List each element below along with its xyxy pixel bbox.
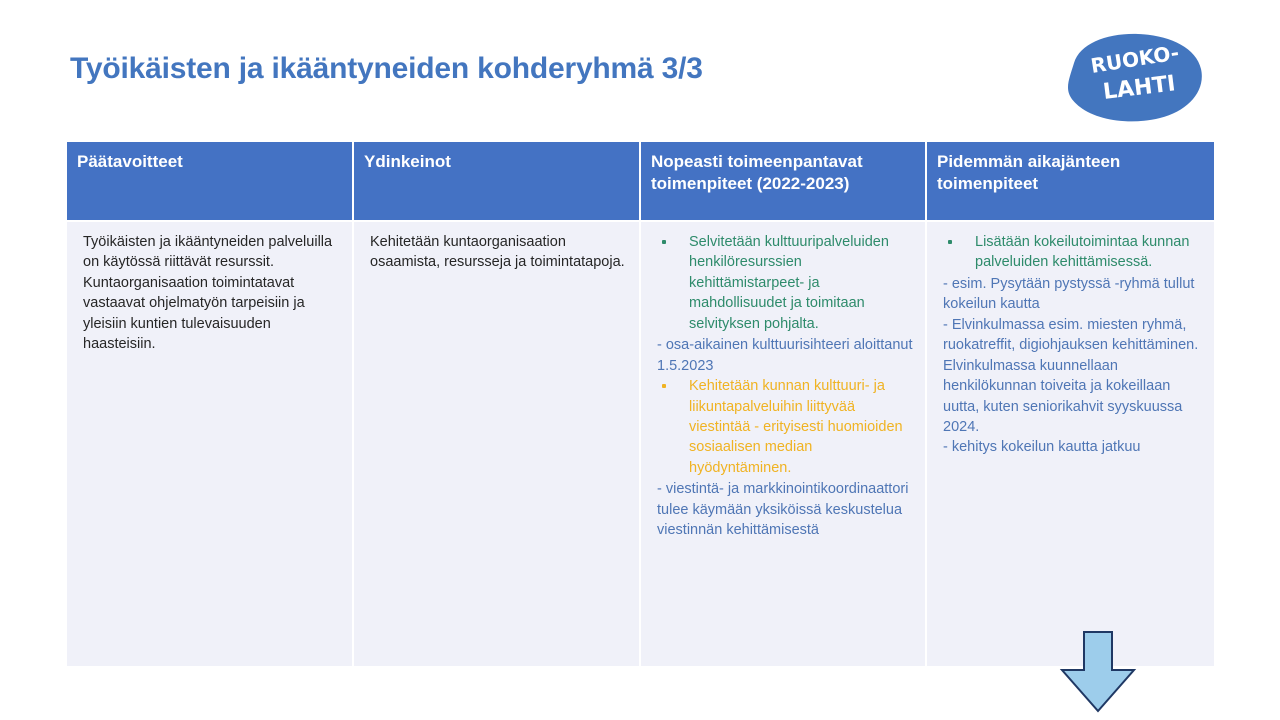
down-arrow-shape bbox=[1062, 632, 1134, 711]
table-row bbox=[67, 222, 1214, 666]
list-item-bullet: Kehitetään kunnan kulttuuri- ja liikuntapalveluihin liittyvää viestintää - erityisesti huomioiden sosiaalisen median hyödyntäminen. bbox=[651, 376, 915, 478]
table-header-row bbox=[67, 142, 1214, 220]
logo-text-line2: LAHTI bbox=[1101, 71, 1177, 105]
table-header-paatavoitteet: Päätavoitteet bbox=[67, 142, 354, 220]
table-header-ydinkeinot: Ydinkeinot bbox=[354, 142, 641, 220]
objectives-table bbox=[67, 142, 1214, 666]
list-item-dash: - kehitys kokeilun kautta jatkuu bbox=[943, 439, 1141, 456]
table-cell-nopeasti-toimeenpantavat bbox=[641, 222, 927, 666]
page-title: Työikäisten ja ikääntyneiden kohderyhmä 3/3 bbox=[70, 52, 703, 85]
table-cell-paatavoitteet bbox=[67, 222, 354, 666]
table-cell-pidemman-aikajanteen bbox=[927, 222, 1214, 666]
list-item-dash: - Elvinkulmassa esim. miesten ryhmä, ruokatreffit, digiohjauksen kehittäminen. Elvinkulmassa kuunnellaan henkilökunnan toiveita ja kokeillaan uutta, kuten seniorikahvit syyskuussa 2024. bbox=[943, 316, 1199, 435]
list-item-dash: - osa-aikainen kulttuurisihteeri aloittanut 1.5.2023 bbox=[657, 337, 913, 374]
down-arrow-icon bbox=[1058, 630, 1138, 714]
list-item-bullet: Selvitetään kulttuuripalveluiden henkilöresurssien kehittämistarpeet- ja mahdollisuudet ja toimitaan selvityksen pohjalta. bbox=[651, 232, 915, 334]
measures-list-long-term bbox=[937, 232, 1204, 458]
cell-paragraph: Kehitetään kuntaorganisaation osaamista, resursseja ja toimintatapoja. bbox=[370, 234, 625, 271]
logo-text-line1: RUOKO- bbox=[1089, 40, 1181, 78]
list-item-bullet: Lisätään kokeilutoimintaa kunnan palveluiden kehittämisessä. bbox=[937, 232, 1204, 273]
table-header-pidemman-aikajanteen: Pidemmän aikajänteen toimenpiteet bbox=[927, 142, 1214, 220]
logo-ruokolahti bbox=[1056, 33, 1204, 123]
table-cell-ydinkeinot bbox=[354, 222, 641, 666]
measures-list-short-term bbox=[651, 232, 915, 541]
list-item-dash: - viestintä- ja markkinointikoordinaattori tulee käymään yksiköissä keskustelua viestinnän kehittämisestä bbox=[657, 481, 909, 539]
cell-paragraph: Työikäisten ja ikääntyneiden palveluilla on käytössä riittävät resurssit. Kuntaorganisaation toimintatavat vastaavat ohjelmatyön tarpeisiin ja yleisiin kuntien tulevaisuuden haasteisiin. bbox=[83, 234, 333, 353]
list-item-dash: - esim. Pysytään pystyssä -ryhmä tullut kokeilun kautta bbox=[943, 275, 1195, 313]
table-header-nopeasti-toimeenpantavat: Nopeasti toimeenpantavat toimenpiteet (2022-2023) bbox=[641, 142, 927, 220]
